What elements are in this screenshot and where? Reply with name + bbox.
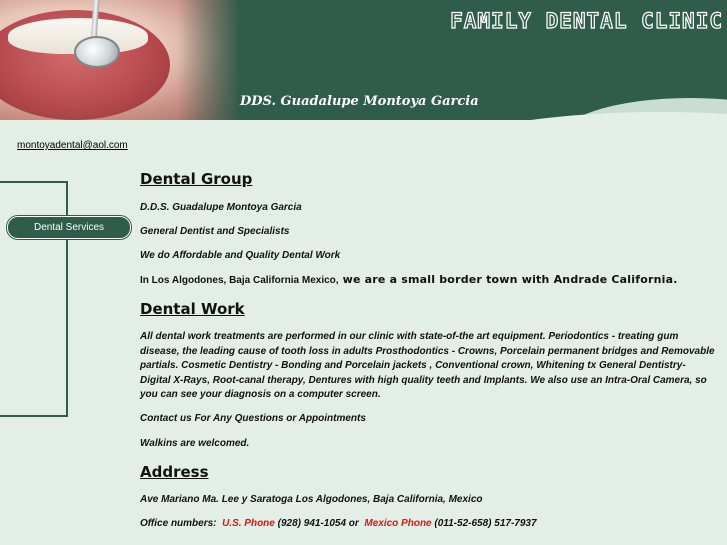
contact-us-text: Contact us For Any Questions or Appointments: [140, 413, 366, 424]
us-phone-label: U.S. Phone: [222, 518, 275, 529]
mexico-phone-label: Mexico Phone: [364, 518, 432, 529]
office-numbers-text: [140, 517, 537, 532]
doctor-name: DDS. Guadalupe Montoya Garcia: [240, 94, 479, 109]
location-text-b: we are a small border town with Andrade California.: [338, 273, 678, 286]
location-text-a: In Los Algodones, Baja California Mexico,: [140, 275, 339, 286]
street-address-text: Ave Mariano Ma. Lee y Saratoga Los Algodones, Baja California, Mexico: [140, 494, 483, 505]
dental-work-body: All dental work treatments are performed in our clinic with state-of-the art equipment. Periodontics - treating gum disease, the leading cause of tooth loss in adults Prosthodontics - Crowns, Porcelain permanent bridges and Removable partials. Cosmetic Dentistry - Bonding and Porcelain jackets , Conventional crown, Whitening tx General Dentistry- Digital X-Rays, Root-canal therapy, Dentures with high quality teeth and Implants. We also use an Intra-Oral Camera, so you can see your diagnosis on a computer screen.: [140, 331, 715, 400]
dental-work-heading: Dental Work: [140, 300, 245, 318]
specialists-text: General Dentist and Specialists: [140, 226, 290, 237]
dental-group-heading: Dental Group: [140, 170, 253, 188]
email-link[interactable]: montoyadental@aol.com: [17, 140, 128, 151]
header-swoosh: [400, 112, 727, 120]
clinic-title: FAMILY DENTAL CLINIC: [450, 9, 723, 33]
dental-mirror-photo: [0, 0, 238, 120]
us-phone-number: (928) 941-1054 or: [277, 518, 359, 529]
address-heading: Address: [140, 463, 209, 481]
dentist-name-text: D.D.S. Guadalupe Montoya Garcia: [140, 202, 302, 213]
mexico-phone-number: (011-52-658) 517-7937: [434, 518, 537, 529]
header-banner: [0, 0, 727, 120]
office-prefix: Office numbers:: [140, 518, 217, 529]
location-text: [140, 273, 678, 289]
walkins-text: Walkins are welcomed.: [140, 438, 250, 449]
nav-dental-services-button[interactable]: Dental Services: [7, 216, 131, 239]
affordable-text: We do Affordable and Quality Dental Work: [140, 250, 341, 261]
